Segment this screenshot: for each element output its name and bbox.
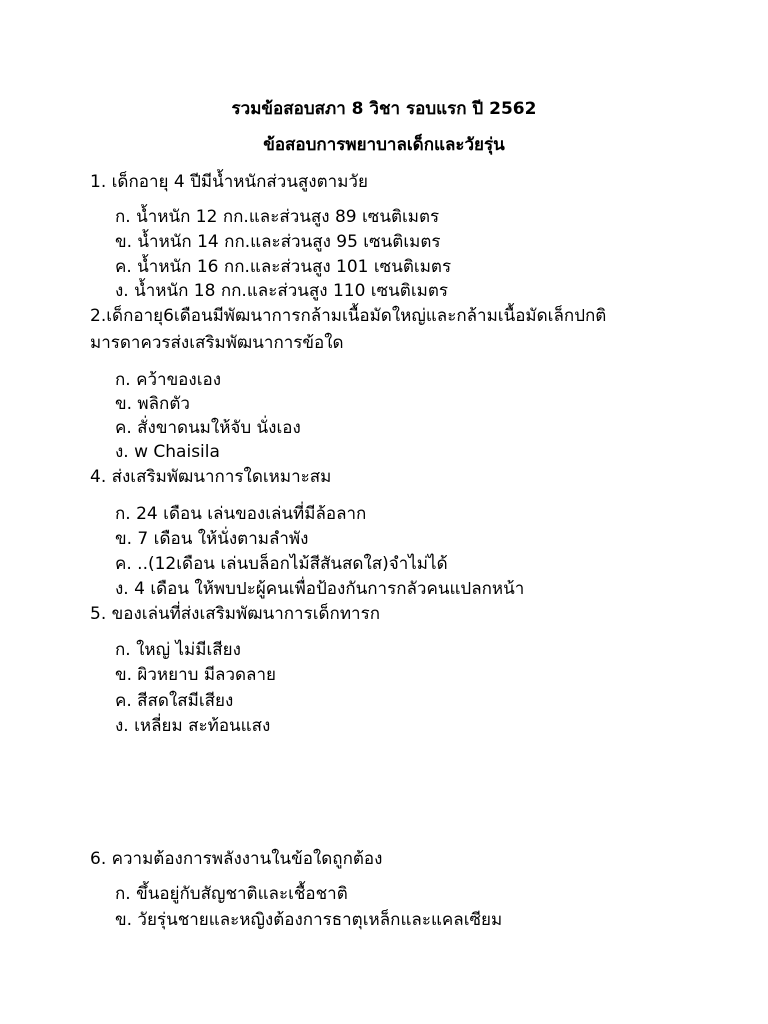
page-title: รวมข้อสอบสภา 8 วิชา รอบแรก ปี 2562	[231, 99, 537, 119]
question-5-option-c: ค. สีสดใสมีเสียง	[115, 691, 234, 711]
question-5: 5. ของเล่นที่ส่งเสริมพัฒนาการเด็กทารก	[90, 604, 381, 624]
question-2-line-1: 2.เด็กอายุ6เดือนมีพัฒนาการกล้ามเนื้อมัดใหญ่และกล้ามเนื้อมัดเล็กปกติ	[90, 306, 607, 326]
question-4-option-d: ง. 4 เดือน ให้พบปะผู้คนเพื่อป้องกันการกลัวคนแปลกหน้า	[115, 579, 525, 599]
question-5-option-b: ข. ผิวหยาบ มีลวดลาย	[115, 665, 276, 685]
question-1-option-a: ก. น้ำหนัก 12 กก.และส่วนสูง 89 เซนติเมตร	[115, 207, 440, 227]
question-1-option-c: ค. น้ำหนัก 16 กก.และส่วนสูง 101 เซนติเมตร	[115, 257, 452, 277]
question-2-option-b: ข. พลิกตัว	[115, 394, 190, 414]
question-1-option-d: ง. น้ำหนัก 18 กก.และส่วนสูง 110 เซนติเมตร	[115, 281, 449, 301]
question-1: 1. เด็กอายุ 4 ปีมีน้ำหนักส่วนสูงตามวัย	[90, 172, 368, 192]
question-6: 6. ความต้องการพลังงานในข้อใดถูกต้อง	[90, 849, 383, 869]
question-2-option-a: ก. คว้าของเอง	[115, 370, 222, 390]
question-1-option-b: ข. น้ำหนัก 14 กก.และส่วนสูง 95 เซนติเมตร	[115, 232, 441, 252]
question-5-option-d: ง. เหลี่ยม สะท้อนแสง	[115, 716, 271, 736]
question-4-option-b: ข. 7 เดือน ให้นั่งตามลำพัง	[115, 529, 309, 549]
question-4-option-a: ก. 24 เดือน เล่นของเล่นที่มีล้อลาก	[115, 504, 367, 524]
question-2-line-2: มารดาควรส่งเสริมพัฒนาการข้อใด	[90, 333, 344, 353]
question-2-option-c: ค. สั่งขาดนมให้จับ นั่งเอง	[115, 418, 301, 438]
question-4: 4. ส่งเสริมพัฒนาการใดเหมาะสม	[90, 467, 332, 487]
question-6-option-b: ข. วัยรุ่นชายและหญิงต้องการธาตุเหล็กและแคลเซียม	[115, 910, 503, 930]
question-6-option-a: ก. ขึ้นอยู่กับสัญชาติและเชื้อชาติ	[115, 884, 348, 904]
question-5-option-a: ก. ใหญ่ ไม่มีเสียง	[115, 640, 241, 660]
page-subtitle: ข้อสอบการพยาบาลเด็กและวัยรุ่น	[263, 135, 505, 155]
question-4-option-c: ค. ..(12เดือน เล่นบล็อกไม้สีสันสดใส)จำไม่ได้	[115, 554, 448, 574]
question-2-option-d: ง. w Chaisila	[115, 442, 220, 462]
